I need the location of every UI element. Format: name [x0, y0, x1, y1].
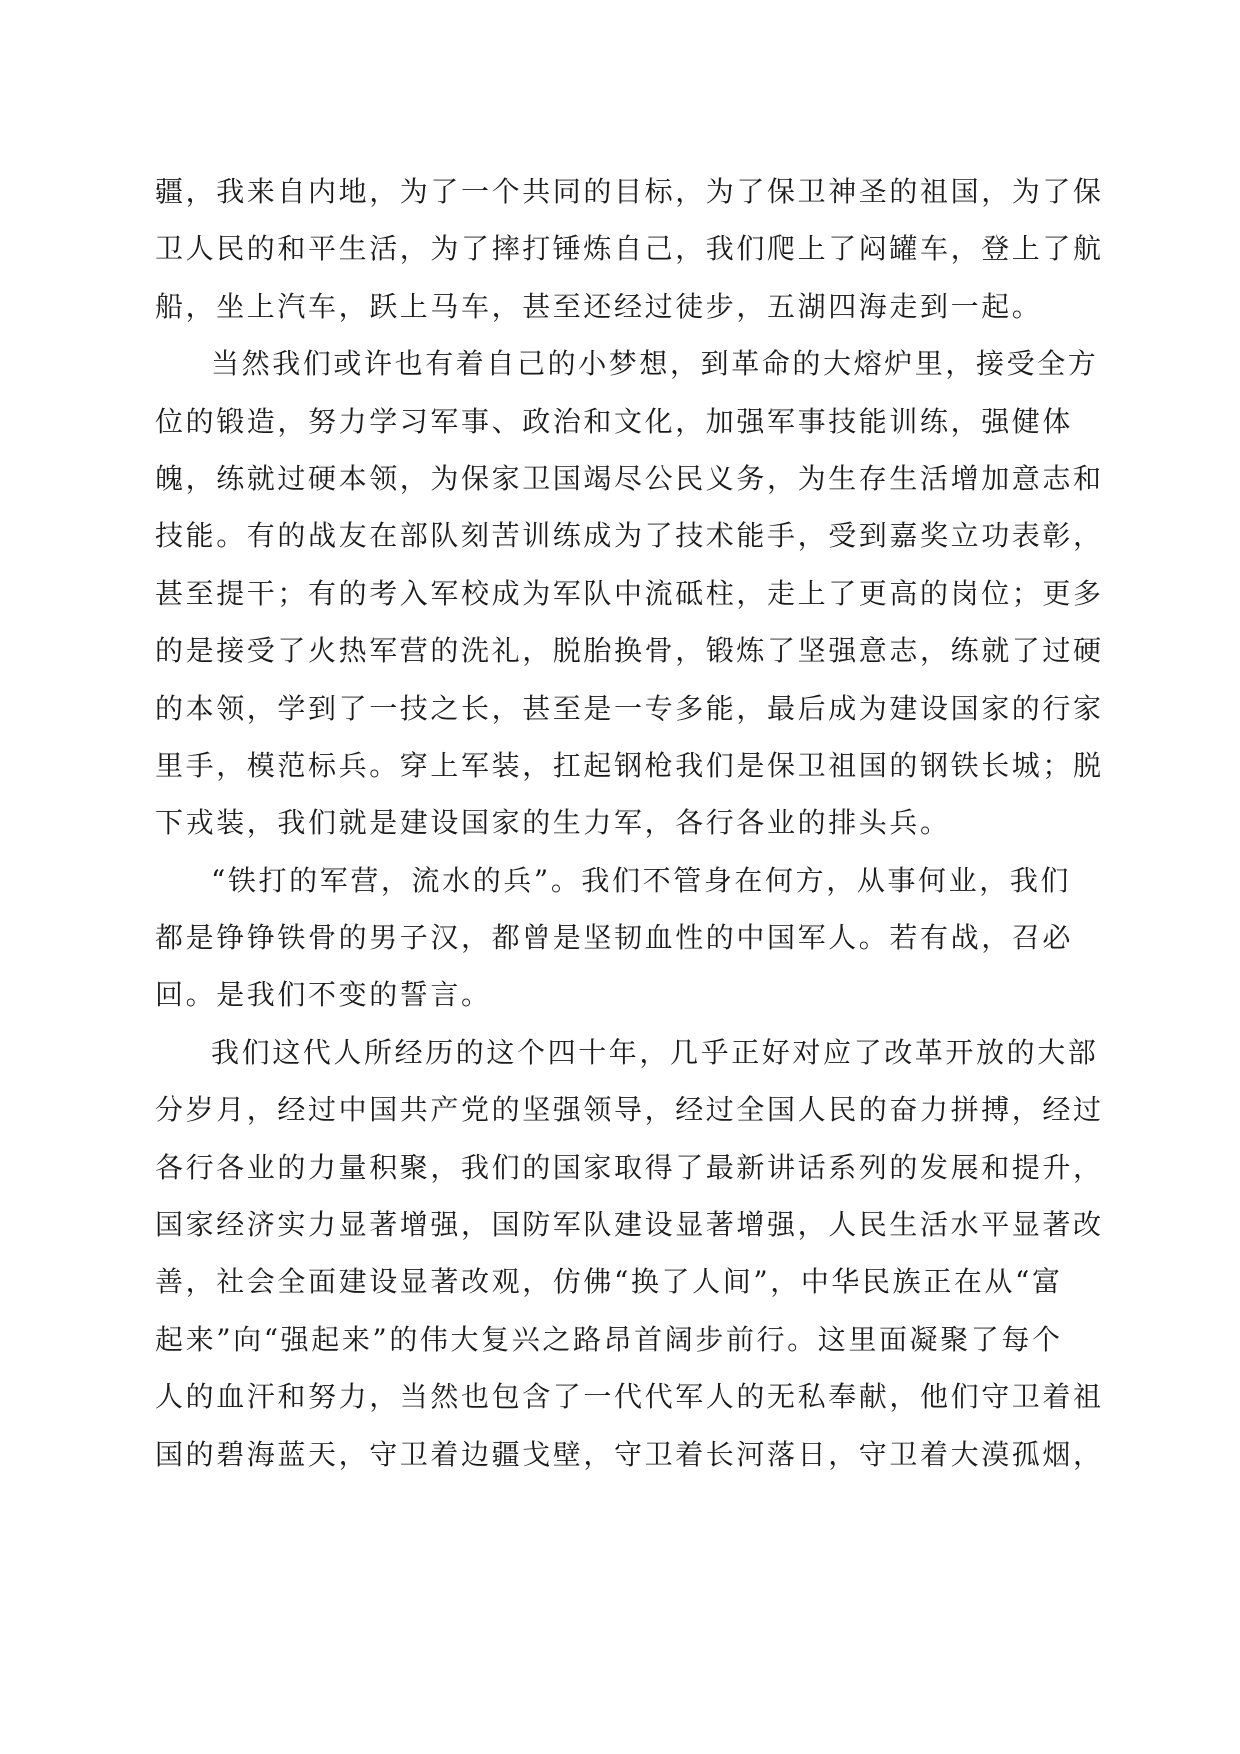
text-line: 技能。有的战友在部队刻苦训练成为了技术能手，受到嘉奖立功表彰，	[155, 519, 1104, 553]
text-line: 起来”向“强起来”的伟大复兴之路昂首阔步前行。这里面凝聚了每个	[155, 1322, 1063, 1356]
text-line: 国的碧海蓝天，守卫着边疆戈壁，守卫着长河落日，守卫着大漠孤烟，	[155, 1437, 1104, 1471]
text-line: 人的血汗和努力，当然也包含了一代代军人的无私奉献，他们守卫着祖	[155, 1380, 1104, 1414]
text-line: 善，社会全面建设显著改观，仿佛“换了人间”，中华民族正在从“富	[155, 1265, 1063, 1299]
text-line: 船，坐上汽车，跃上马车，甚至还经过徒步，五湖四海走到一起。	[155, 289, 1043, 323]
text-line: 的本领，学到了一技之长，甚至是一专多能，最后成为建设国家的行家	[155, 691, 1104, 725]
text-line: 回。是我们不变的誓言。	[155, 978, 492, 1012]
text-line: 位的锻造，努力学习军事、政治和文化，加强军事技能训练，强健体	[155, 404, 1074, 438]
text-line: 里手，模范标兵。穿上军装，扛起钢枪我们是保卫祖国的钢铁长城；脱	[155, 748, 1104, 782]
body-text	[155, 163, 1104, 1483]
paragraph-start: “铁打的军营，流水的兵”。我们不管身在何方，从事何业，我们	[211, 863, 1072, 897]
text-line: 甚至提干；有的考入军校成为军队中流砥柱，走上了更高的岗位；更多	[155, 576, 1104, 610]
text-line: 疆，我来自内地，为了一个共同的目标，为了保卫神圣的祖国，为了保	[155, 175, 1104, 208]
text-line: 分岁月，经过中国共产党的坚强领导，经过全国人民的奋力拼搏，经过	[155, 1093, 1104, 1127]
text-line: 各行各业的力量积聚，我们的国家取得了最新讲话系列的发展和提升，	[155, 1150, 1104, 1184]
paragraph-start: 我们这代人所经历的这个四十年，几乎正好对应了改革开放的大部	[211, 1035, 1099, 1069]
text-line: 魄，练就过硬本领，为保家卫国竭尽公民义务，为生存生活增加意志和	[155, 461, 1104, 495]
paragraph-start: 当然我们或许也有着自己的小梦想，到革命的大熔炉里，接受全方	[211, 347, 1099, 381]
text-line: 卫人民的和平生活，为了摔打锤炼自己，我们爬上了闷罐车，登上了航	[155, 232, 1104, 266]
text-line: 的是接受了火热军营的洗礼，脱胎换骨，锻炼了坚强意志，练就了过硬	[155, 634, 1104, 668]
text-line: 国家经济实力显著增强，国防军队建设显著增强，人民生活水平显著改	[155, 1208, 1104, 1242]
text-line: 都是铮铮铁骨的男子汉，都曾是坚韧血性的中国军人。若有战，召必	[155, 921, 1074, 955]
text-line: 下戎装，我们就是建设国家的生力军，各行各业的排头兵。	[155, 806, 951, 840]
